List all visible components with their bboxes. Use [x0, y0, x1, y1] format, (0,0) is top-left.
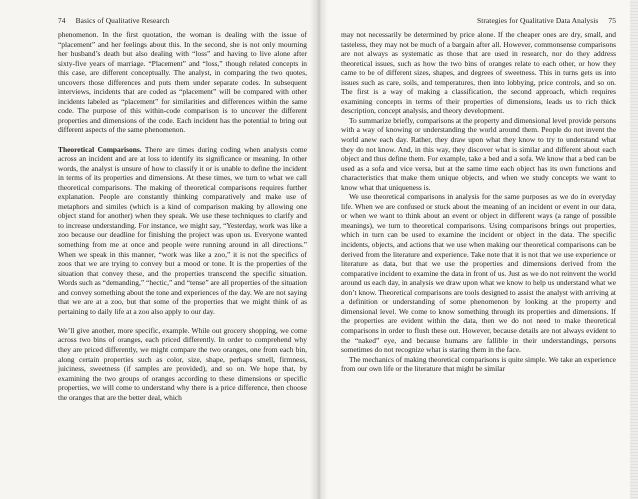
paragraph-theoretical-comparisons [58, 145, 307, 317]
left-page-number: 74 [58, 16, 66, 25]
right-running-head: Strategies for Qualitative Data Analysis [477, 16, 599, 25]
right-page [319, 0, 638, 499]
right-page-number: 75 [608, 16, 616, 25]
page-edge-right [630, 0, 638, 499]
right-page-header [341, 16, 616, 30]
paragraph-text: There are times during coding when analysts come across an incident and are at loss to identify its significance or meaning. In other words, the analyst is unsure of how to classify it or is unable to define the incident in terms of its properties and dimensions. At these times, we turn to what we call theoretical comparisons. The making of theoretical comparisons requires further explanation. People are constantly thinking comparatively and make use of metaphors and similes (which is a kind of comparison making by allowing one object stand for another) when they speak. We use these techniques to clarify and to increase understanding. For instance, we might say, “Yesterday, work was like a zoo because our deadline for finishing the project was upon us. Everyone wanted something from me at once and people were running around in all directions.” When we speak in this manner, “work was like a zoo,” it is not the specifics of zoos that we are trying to convey but a mood or tone. It is the properties of the situation that convey these, and the properties transcend the specific situation. Words such as “demanding,” “hectic,” and “tense” are all properties of the situation and convey something about the tone and experiences of the day. We are not saying that we are at a zoo, but that some of the properties that we might think of as pertaining to daily life at a zoo also apply to our day. [58, 144, 307, 316]
book-gutter-shadow [310, 0, 328, 499]
right-page-body [341, 30, 616, 374]
left-page-header [58, 16, 307, 30]
paragraph: may not necessarily be determined by price alone. If the cheaper ones are dry, small, and tasteless, they may not be much of a bargain after all. However, commonsense comparisons are not always as systematic as those that are used in research, nor do they address theoretical issues, such as how the two bins of oranges relate to each other, or how they came to be of different sizes, shapes, and degrees of sweetness. This in turns gets us into issues such as care, soils, and temperatures, then into lobbying, price controls, and so on. The first is a way of making a classification, the second approach, which requires examining concepts in terms of their properties of dimensions, leads us to rich thick description, concept analysis, and theory development. [341, 30, 616, 116]
paragraph: We use theoretical comparisons in analysis for the same purposes as we do in everyday life. When we are confused or stuck about the meaning of an incident or event in our data, or when we want to think about an event or object in different ways (a range of possible meanings), we turn to theoretical comparisons. Using comparisons brings out properties, which in turn can be used to examine the incident or object in the data. The specific incidents, objects, and actions that we use when making our theoretical comparisons can be derived from the literature and experience. Take note that it is not that we use experience or literature as data, but that we use the properties and dimensions derived from the comparative incident to examine the data in front of us. Just as we do not reinvent the world around us each day, in analysis we draw upon what we know to help us understand what we don’t know. Theoretical comparisons are tools designed to assist the analyst with arriving at a definition or understanding of some phenomenon by looking at the property and dimensional level. We come to know something through its properties and dimensions. If the properties are evident within the data, then we do not need to make theoretical comparisons in order to flush these out. However, because details are not always evident to the “naked” eye, and because humans are fallible in their understandings, persons sometimes do not recognize what is staring them in the face. [341, 192, 616, 355]
paragraph: To summarize briefly, comparisons at the property and dimensional level provide persons with a way of knowing or understanding the world around them. People do not invent the world anew each day. Rather, they draw upon what they know to try to understand what they do not know. And, in this way, they discover what is similar and different about each object and thus define them. For example, take a bed and a sofa. We know that a bed can be used as a sofa and vice versa, but at the same time each object has its own functions and characteristics that make them unique objects, and when we study concepts we want to know what that uniqueness is. [341, 115, 616, 192]
section-heading: Theoretical Comparisons. [58, 144, 142, 154]
left-running-head: Basics of Qualitative Research [75, 16, 170, 25]
left-page-body [58, 30, 307, 402]
paragraph: We’ll give another, more specific, example. While out grocery shopping, we come across two bins of oranges, each priced differently. In order to comprehend why they are priced differently, we might compare the two oranges, one from each bin, along certain properties such as color, size, shape, perhaps smell, firmness, juiciness, sweetness (if samples are provided), and so on. We hope that, by examining the two groups of oranges according to these dimensions or specific properties, we will come to understand why there is a price difference, then choose the oranges that are the better deal, which [58, 325, 307, 402]
paragraph: phenomenon. In the first quotation, the woman is dealing with the issue of “placement” and her feelings about this. In the second, she is not only mourning her husband’s death but also dealing with “loss” and having to live alone after sixty-five years of marriage. “Placement” and “loss,” though related concepts in this case, are different conceptually. The analyst, in comparing the two quotes, uncovers those differences and puts them under separate codes. In subsequent interviews, incidents that are coded as “placement” will be compared with other incidents labeled as “placement” for similarities and differences within the same code. The purpose of this within-code comparison is to uncover the different properties and dimensions of the code. Each incident has the potential to bring out different aspects of the same phenomenon. [58, 30, 307, 135]
paragraph: The mechanics of making theoretical comparisons is quite simple. We take an experience from our own life or the literature that might be similar [341, 354, 616, 374]
